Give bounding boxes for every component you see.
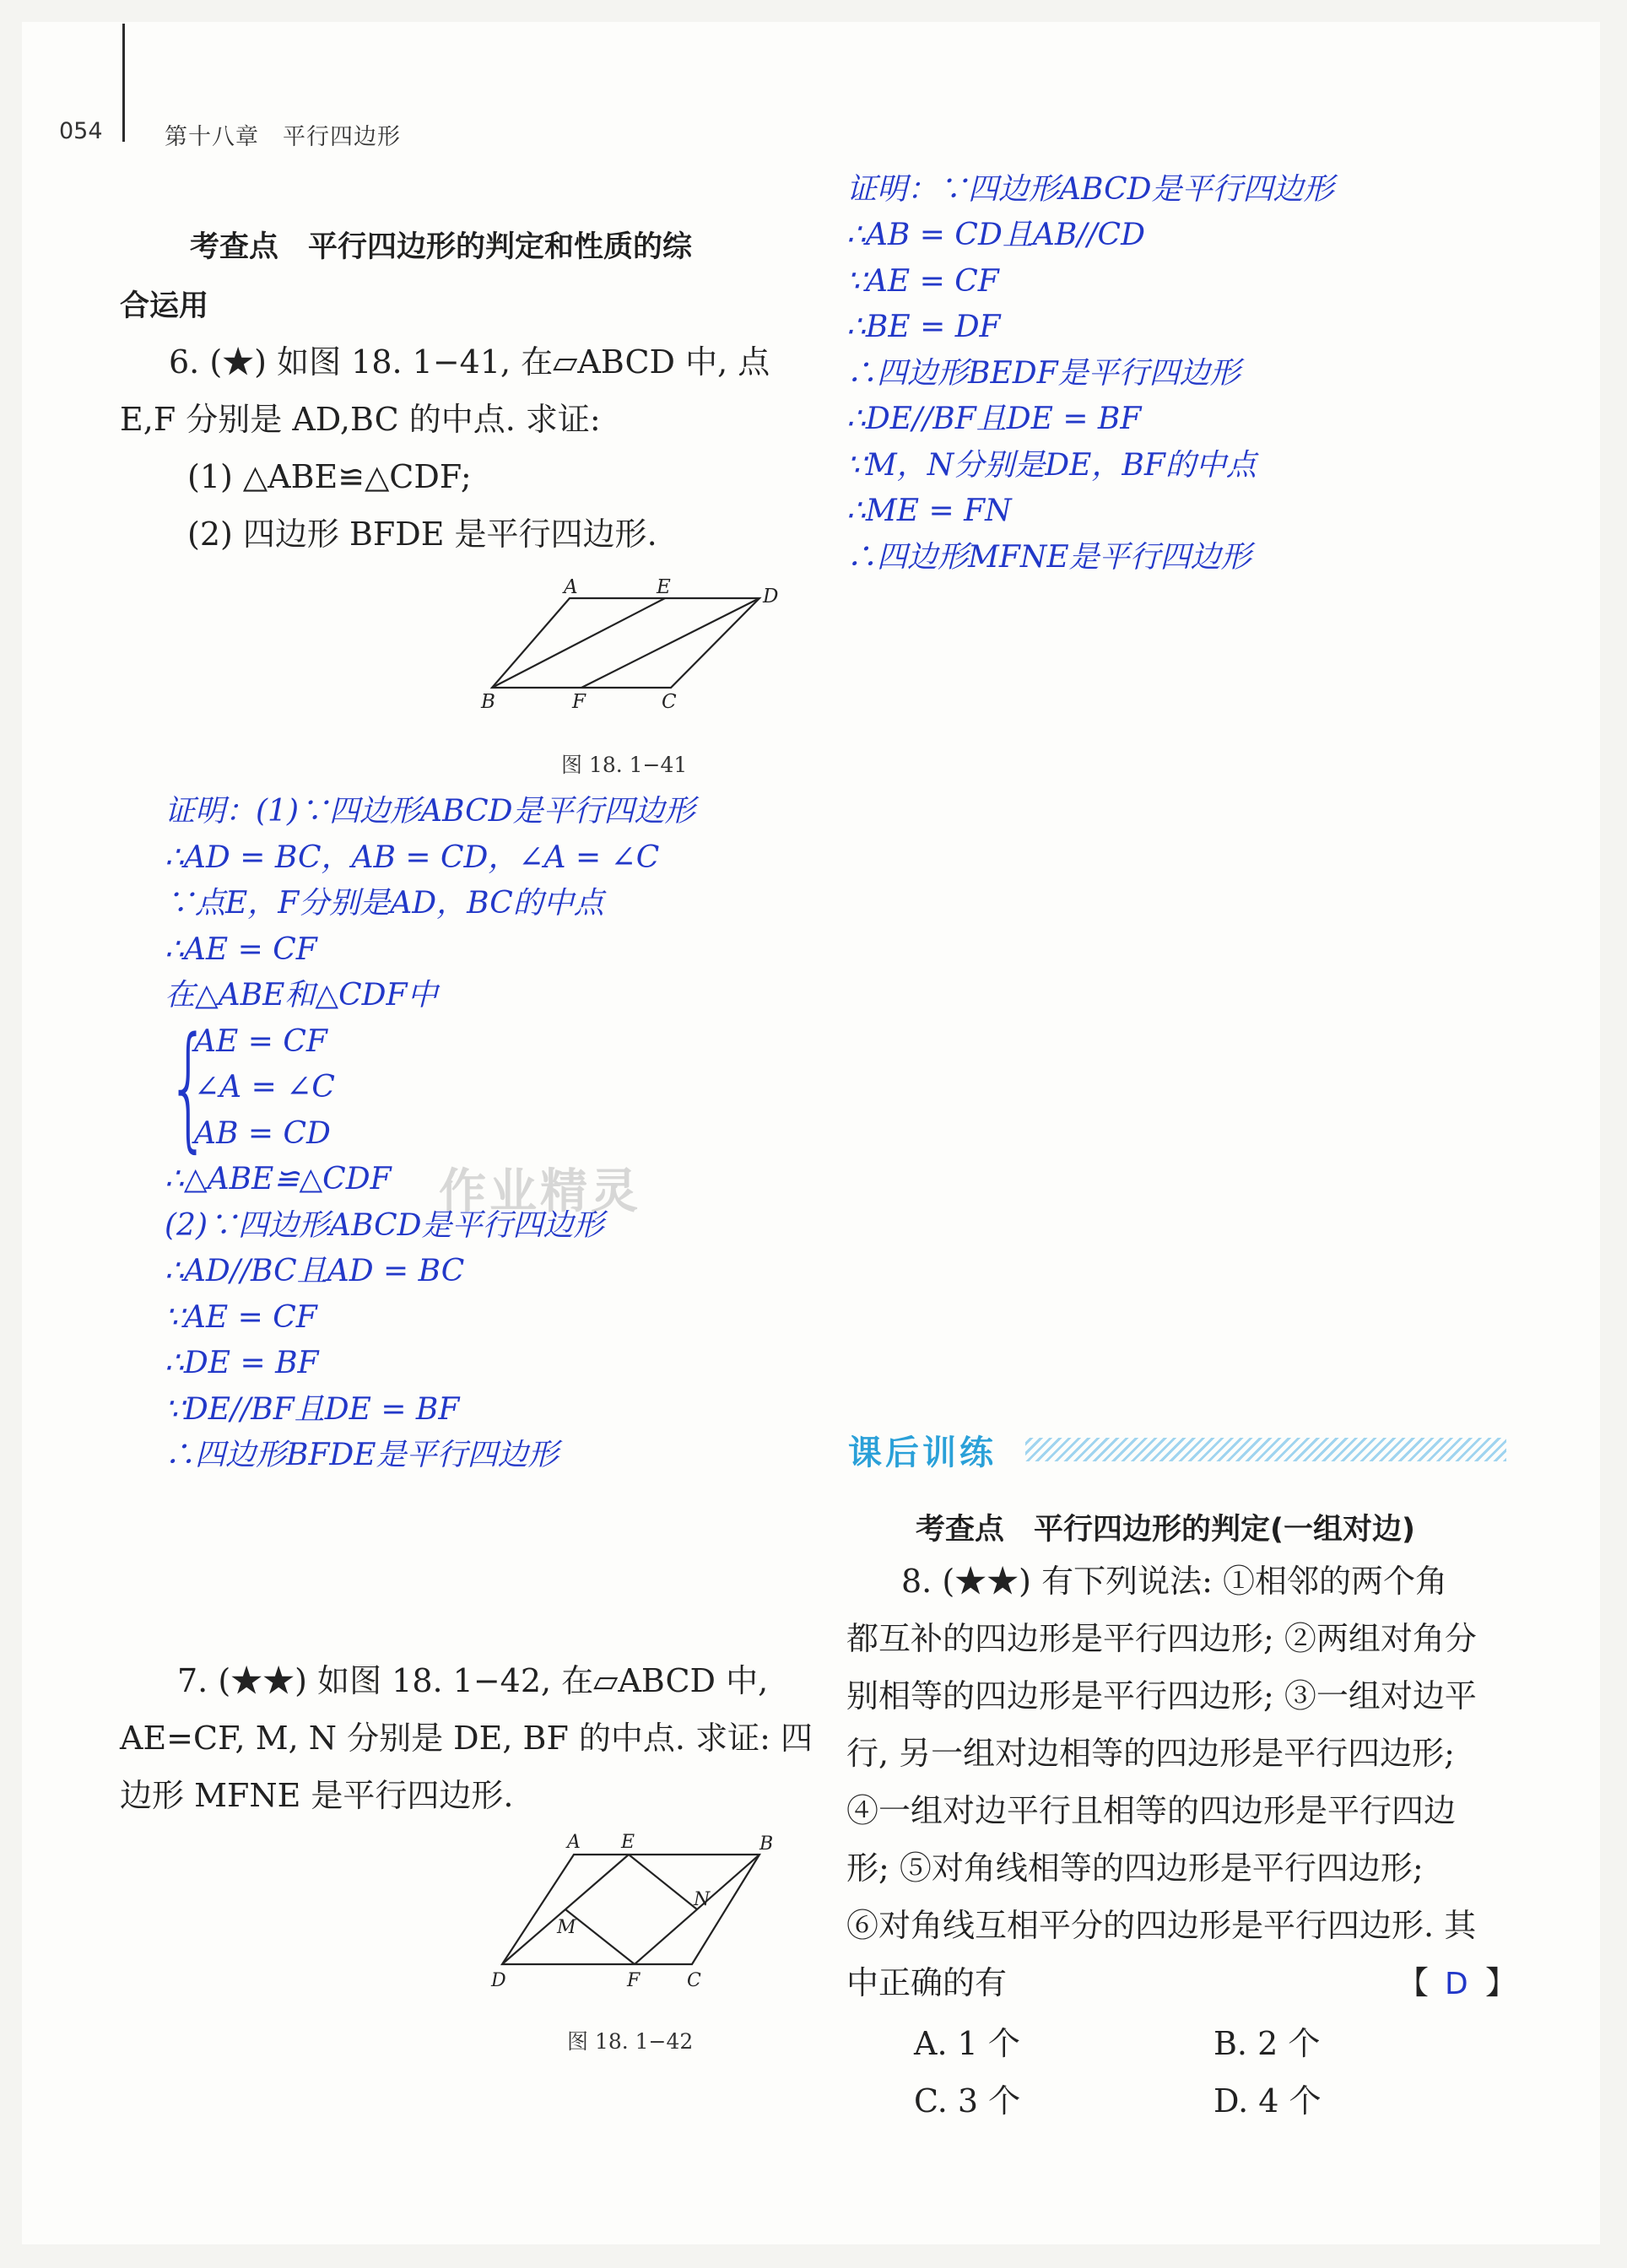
proof6-cond3: AB = CD — [194, 1116, 331, 1151]
label-m: M — [557, 1917, 576, 1938]
proof6-line9: ∴△ABE≌△CDF — [165, 1162, 392, 1196]
parallelogram-abcd — [502, 1855, 759, 1964]
parallelogram-abcd — [492, 598, 759, 688]
proof7-line2: ∴AB = CD且AB//CD — [846, 218, 1145, 252]
proof7-line8: ∴ME = FN — [846, 494, 1012, 528]
q8-line8: 中正确的有 — [846, 1964, 1008, 2001]
proof6-line3: ∵点E，F分别是AD，BC的中点 — [165, 886, 604, 921]
segment-be — [492, 598, 665, 688]
option-a: A. 1 个 — [914, 2025, 1020, 2062]
proof7-line4: ∴BE = DF — [846, 310, 1001, 344]
q6-line1: 6. (★) 如图 18. 1−41, 在▱ABCD 中, 点 — [169, 343, 770, 381]
answer-bracket-close: 】 — [1485, 1964, 1518, 2001]
answer-value: D — [1445, 1967, 1468, 2001]
label-a: A — [567, 1832, 581, 1853]
q6-line2: E,F 分别是 AD,BC 的中点. 求证: — [120, 401, 601, 438]
proof6-line13: ∴DE = BF — [165, 1346, 319, 1380]
section-heading-right: 考查点 平行四边形的判定(一组对边) — [916, 1513, 1415, 1547]
answer-bracket-open: 【 — [1397, 1964, 1430, 2001]
label-c: C — [662, 691, 677, 713]
proof6-line10: (2)∵四边形ABCD是平行四边形 — [165, 1208, 604, 1243]
page-number: 054 — [59, 118, 103, 144]
watermark-stamp: 作业精灵 — [439, 1164, 641, 1219]
label-f: F — [572, 691, 586, 713]
figure-41-caption: 图 18. 1−41 — [561, 753, 688, 777]
segment-en — [629, 1855, 697, 1909]
proof7-line6: ∴DE//BF且DE = BF — [846, 402, 1142, 436]
option-d: D. 4 个 — [1213, 2082, 1322, 2120]
proof7-line5: ∴四边形BEDF是平行四边形 — [846, 356, 1241, 391]
section-heading-line2: 合运用 — [120, 289, 209, 323]
proof7-line3: ∵AE = CF — [846, 264, 999, 299]
q8-line4: 行, 另一组对边相等的四边形是平行四边形; — [846, 1735, 1455, 1772]
q8-line7: ⑥对角线互相平分的四边形是平行四边形. 其 — [846, 1907, 1477, 1944]
proof7-line7: ∵M，N分别是DE，BF的中点 — [846, 448, 1257, 483]
q8-line2: 都互补的四边形是平行四边形; ②两组对角分 — [846, 1620, 1477, 1657]
proof6-cond2: ∠A = ∠C — [194, 1070, 335, 1104]
label-d: D — [491, 1970, 506, 1991]
proof6-line5: 在△ABE和△CDF中 — [165, 978, 438, 1012]
label-n: N — [694, 1889, 711, 1910]
proof7-line9: ∴四边形MFNE是平行四边形 — [846, 540, 1251, 575]
label-f: F — [627, 1970, 641, 1991]
q6-line3: (1) △ABE≌△CDF; — [187, 458, 472, 495]
label-b: B — [481, 691, 495, 713]
q8-line1: 8. (★★) 有下列说法: ①相邻的两个角 — [901, 1563, 1447, 1600]
proof6-line11: ∴AD//BC且AD = BC — [165, 1254, 465, 1288]
q7-line3: 边形 MFNE 是平行四边形. — [120, 1777, 514, 1814]
figure-18-1-42 — [481, 1829, 793, 1994]
proof6-line14: ∵DE//BF且DE = BF — [165, 1392, 460, 1427]
brace-icon: { — [167, 1007, 210, 1165]
figure-18-1-41 — [473, 570, 793, 721]
label-b: B — [759, 1833, 774, 1855]
proof6-line15: ∴四边形BFDE是平行四边形 — [165, 1438, 559, 1472]
proof6-line4: ∴AE = CF — [165, 932, 317, 967]
q8-line5: ④一组对边平行且相等的四边形是平行四边 — [846, 1792, 1457, 1829]
option-b: B. 2 个 — [1213, 2025, 1321, 2062]
q7-line1: 7. (★★) 如图 18. 1−42, 在▱ABCD 中, — [177, 1662, 769, 1699]
q7-line2: AE=CF, M, N 分别是 DE, BF 的中点. 求证: 四 — [120, 1720, 813, 1757]
training-title: 课后训练 — [848, 1434, 997, 1472]
option-c: C. 3 个 — [914, 2082, 1021, 2120]
proof6-cond1: AE = CF — [194, 1024, 327, 1059]
proof6-line1: 证明：(1)∵四边形ABCD是平行四边形 — [165, 794, 695, 829]
label-e: E — [621, 1832, 635, 1853]
q8-line6: 形; ⑤对角线相等的四边形是平行四边形; — [846, 1850, 1424, 1887]
label-e: E — [657, 576, 671, 598]
title-stripes — [1025, 1438, 1506, 1461]
proof6-line2: ∴AD = BC，AB = CD，∠A = ∠C — [165, 840, 660, 875]
proof6-line12: ∵AE = CF — [165, 1300, 317, 1335]
q8-line3: 别相等的四边形是平行四边形; ③一组对边平 — [846, 1677, 1477, 1714]
label-a: A — [564, 576, 578, 598]
q6-line4: (2) 四边形 BFDE 是平行四边形. — [187, 516, 657, 553]
chapter-title: 第十八章 平行四边形 — [165, 124, 401, 150]
label-d: D — [763, 586, 779, 608]
figure-42-caption: 图 18. 1−42 — [567, 2029, 694, 2054]
label-c: C — [687, 1970, 701, 1991]
section-heading-line1: 考查点 平行四边形的判定和性质的综 — [190, 230, 693, 264]
header-rule — [122, 24, 125, 142]
segment-df — [581, 598, 759, 688]
proof7-line1: 证明：∵四边形ABCD是平行四边形 — [846, 172, 1334, 207]
